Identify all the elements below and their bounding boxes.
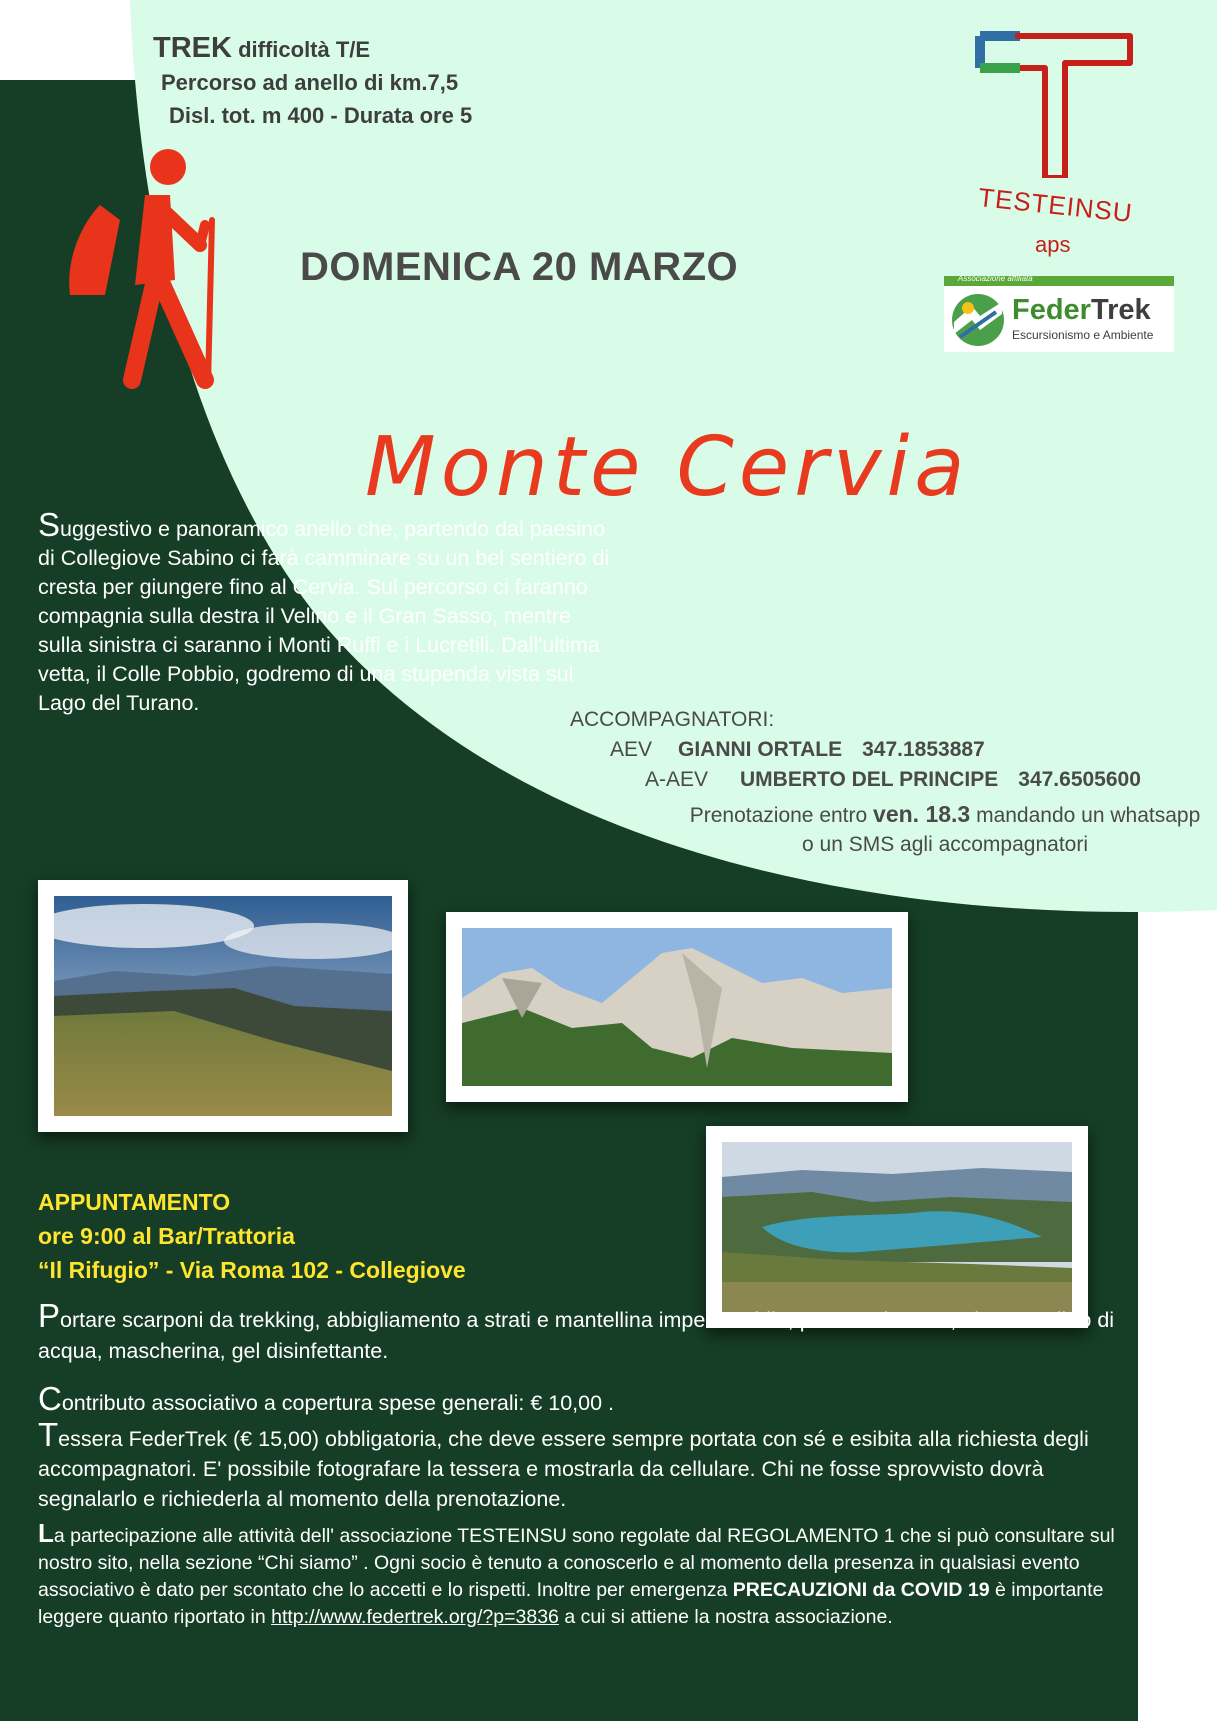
covid-notice: PRECAUZIONI da COVID 19 <box>732 1579 990 1601</box>
guide-name: UMBERTO DEL PRINCIPE <box>740 768 999 791</box>
hiker-icon <box>60 145 230 390</box>
testeinsu-logo-icon <box>975 28 1145 178</box>
photo-ridge <box>38 880 408 1132</box>
federtrek-subtitle: Escursionismo e Ambiente <box>1012 328 1154 342</box>
equipment-paragraph <box>38 1297 1118 1367</box>
intro-paragraph <box>38 506 618 718</box>
federtrek-emblem-icon <box>950 292 1006 348</box>
event-title: Monte Cervia <box>365 420 970 515</box>
rules-text: a cui si attiene la nostra associazione. <box>564 1606 893 1628</box>
booking-deadline: ven. 18.3 <box>873 801 971 827</box>
contribution-dropcap: C <box>38 1380 62 1417</box>
testeinsu-logo-text: TESTEINSU <box>976 181 1135 229</box>
guides-section <box>570 705 1141 795</box>
photo-lake <box>706 1126 1088 1328</box>
federtrek-logo <box>944 276 1174 352</box>
trek-stats: Disl. tot. m 400 - Durata ore 5 <box>169 103 473 128</box>
rules-text: è importante leggere quanto riportato in <box>38 1579 1104 1628</box>
federtrek-tag: Associazione affiliata <box>958 274 1033 283</box>
intro-dropcap: S <box>38 506 61 543</box>
rules-dropcap: L <box>38 1518 54 1548</box>
testeinsu-logo-sub: aps <box>1035 232 1071 257</box>
guide-role: AEV <box>610 738 653 761</box>
membership-card-paragraph <box>38 1416 1118 1514</box>
guides-heading: ACCOMPAGNATORI: <box>570 708 775 731</box>
booking-pre: Prenotazione entro <box>689 804 868 827</box>
trek-route: Percorso ad anello di km.7,5 <box>161 70 459 95</box>
appointment-time: ore 9:00 al Bar/Trattoria <box>38 1223 295 1249</box>
guide-row-2 <box>570 765 1141 795</box>
rules-paragraph <box>38 1520 1118 1631</box>
trek-difficulty: difficoltà T/E <box>238 37 371 62</box>
booking-post: mandando un whatsapp o un SMS agli accompagnatori <box>802 804 1201 856</box>
contribution-paragraph <box>38 1380 614 1418</box>
event-date: DOMENICA 20 MARZO <box>300 245 739 289</box>
photo-rocky-peak <box>446 912 908 1102</box>
card-dropcap: T <box>38 1416 59 1453</box>
equipment-text: ortare scarponi da trekking, abbigliamento a strati e mantellina impermeabile, pranzo al sacco, almeno 1 litro di acqua, mascherina, gel disinfettante. <box>38 1308 1115 1363</box>
card-text: essera FederTrek (€ 15,00) obbligatoria, che deve essere sempre portata con sé e esibita alla richiesta degli accompagnatori. E' possibile fotografare la tessera e mostrarla da cellulare. Chi ne fosse sprovvisto dovrà segnalarlo e richiederla al momento della prenotazione. <box>38 1427 1089 1511</box>
appointment-section <box>38 1185 466 1287</box>
guide-role: A-AEV <box>645 768 709 791</box>
trek-info <box>153 32 472 132</box>
trek-label: TREK <box>153 32 232 64</box>
guide-phone: 347.6505600 <box>1018 768 1141 791</box>
guide-row-1 <box>570 735 1141 765</box>
federtrek-link[interactable]: http://www.federtrek.org/?p=3836 <box>271 1606 559 1628</box>
guide-phone: 347.1853887 <box>862 738 985 761</box>
rules-text: a partecipazione alle attività dell' associazione TESTEINSU sono regolate dal REGOLAMENTO 1 che si può consultare sul nostro sito, nella sezione “Chi siamo” . Ogni socio è tenuto a conoscerlo e al momento della presenza in qualsiasi evento associativo è dato per scontato che lo accetti e lo rispetti. Inoltre per emergenza <box>38 1525 1115 1601</box>
appointment-heading: APPUNTAMENTO <box>38 1189 231 1215</box>
appointment-place: “Il Rifugio” - Via Roma 102 - Collegiove <box>38 1257 466 1283</box>
guide-name: GIANNI ORTALE <box>678 738 843 761</box>
contribution-text: ontributo associativo a copertura spese generali: € 10,00 . <box>61 1391 615 1415</box>
equipment-dropcap: P <box>38 1297 61 1334</box>
intro-text: uggestivo e panoramico anello che, partendo dal paesino di Collegiove Sabino ci farà camminare su un bel sentiero di cresta per giungere fino al Cervia. Sul percorso ci faranno compagnia sulla destra il Velino e il Gran Sasso, mentre sulla sinistra ci saranno i Monti Ruffi e i Lucretili. Dall'ultima vetta, il Colle Pobbio, godremo di una stupenda vista sul Lago del Turano. <box>38 517 610 715</box>
federtrek-name: FederTrek <box>1012 294 1151 326</box>
booking-info <box>685 800 1205 859</box>
